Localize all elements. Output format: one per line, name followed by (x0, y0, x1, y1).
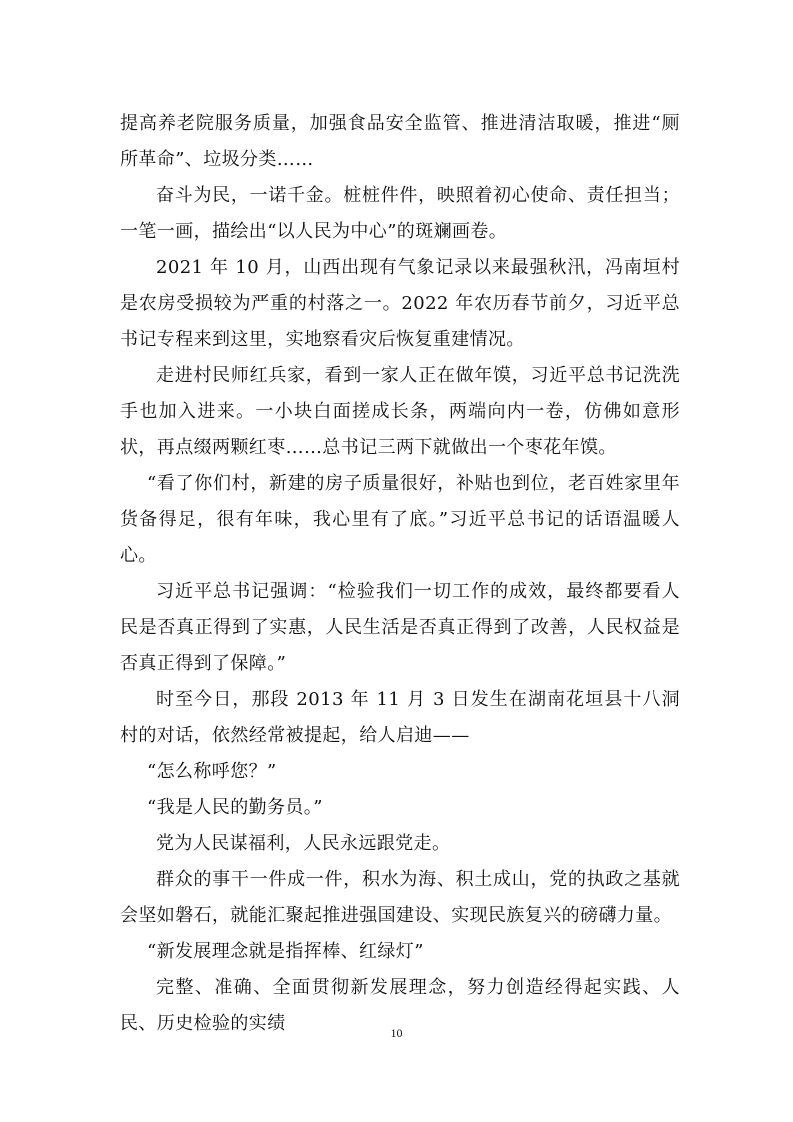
body-text (120, 106, 680, 1042)
dialogue-line: “怎么称呼您？” (147, 761, 277, 782)
paragraph: 奋斗为民，一诺千金。桩桩件件，映照着初心使命、责任担当；一笔一画，描绘出“以人民为中心”的斑斓画卷。 (120, 185, 680, 242)
section-heading: “新发展理念就是指挥棒、红绿灯” (147, 941, 424, 962)
paragraph: 走进村民师红兵家，看到一家人正在做年馍，习近平总书记洗洗手也加入进来。一小块白面搓成长条，两端向内一卷，仿佛如意形状，再点缀两颗红枣……总书记三两下就做出一个枣花年馍。 (120, 365, 680, 458)
page-number: 10 (390, 1026, 403, 1040)
paragraph: 2021 年 10 月，山西出现有气象记录以来最强秋汛，冯南垣村是农房受损较为严重的村落之一。2022 年农历春节前夕，习近平总书记专程来到这里，实地察看灾后恢复重建情况。 (120, 257, 680, 350)
dialogue-line: “我是人民的勤务员。” (147, 797, 323, 818)
paragraph-quote: “看了你们村，新建的房子质量很好，补贴也到位，老百姓家里年货备得足，很有年味，我心里有了底。”习近平总书记的话语温暖人心。 (120, 473, 680, 566)
paragraph: 时至今日，那段 2013 年 11 月 3 日发生在湖南花垣县十八洞村的对话，依然经常被提起，给人启迪—— (120, 689, 680, 746)
paragraph-continued: 提高养老院服务质量，加强食品安全监管、推进清洁取暖，推进“厕所革命”、垃圾分类…… (120, 113, 680, 170)
paragraph: 群众的事干一件成一件，积水为海、积土成山，党的执政之基就会坚如磐石，就能汇聚起推进强国建设、实现民族复兴的磅礴力量。 (120, 869, 680, 926)
paragraph: 完整、准确、全面贯彻新发展理念，努力创造经得起实践、人民、历史检验的实绩 (120, 977, 680, 1034)
paragraph: 习近平总书记强调：“检验我们一切工作的成效，最终都要看人民是否真正得到了实惠，人民生活是否真正得到了改善，人民权益是否真正得到了保障。” (120, 581, 680, 674)
paragraph: 党为人民谋福利，人民永远跟党走。 (156, 833, 451, 854)
